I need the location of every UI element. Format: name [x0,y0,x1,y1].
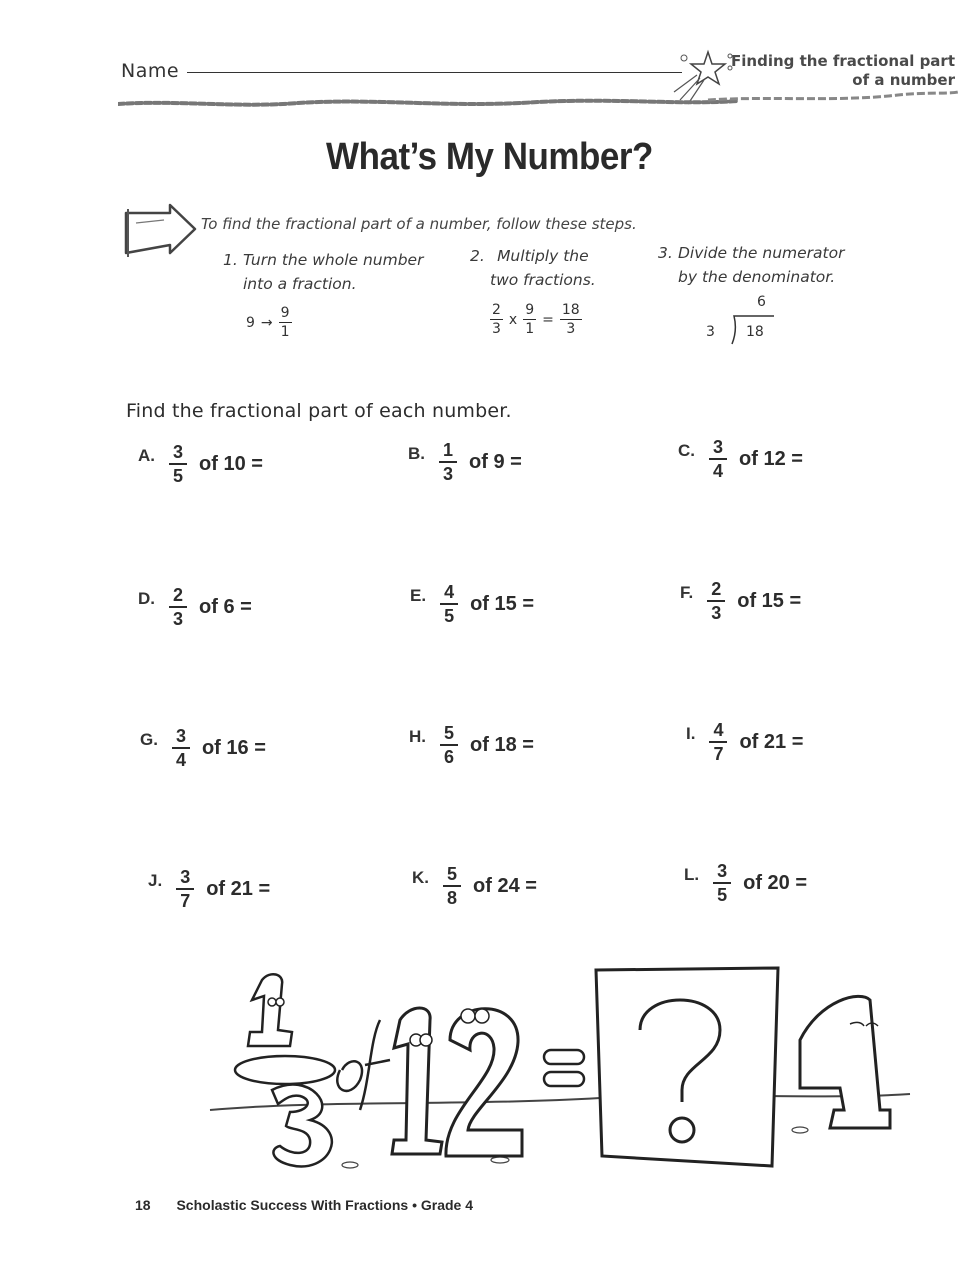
denominator: 6 [444,747,455,767]
divisor: 3 [706,324,715,340]
numerator: 3 [176,868,194,890]
step-line: by the denominator. [678,268,836,286]
denominator: 1 [525,321,535,337]
step-2 [470,244,596,292]
denominator: 3 [443,464,454,484]
denominator: 3 [566,321,576,337]
step-line: Multiply the [497,247,589,265]
problem-letter: L. [684,865,700,884]
denominator: 7 [713,744,724,764]
example-3 [704,294,784,350]
problem-fraction [169,443,187,485]
instruction-text: Find the fractional part of each number. [126,400,512,422]
problem-text: of 21 = [739,730,804,753]
problem-letter: B. [408,444,425,463]
numerator: 4 [440,583,458,605]
dividend: 18 [746,324,764,340]
problem-fraction [440,583,458,625]
step-number: 3. [658,244,673,262]
numerator: 3 [169,443,187,465]
example-fraction [560,303,582,336]
problem-letter: E. [410,586,427,605]
numerator: 18 [561,302,580,318]
problem-fraction [709,438,727,480]
denominator: 1 [280,324,290,340]
step-number: 2. [470,247,485,265]
example-2 [490,303,582,336]
problem-text: of 12 = [739,447,803,470]
problem-text: of 10 = [199,452,263,475]
number-characters-illustration [200,960,920,1180]
step-1 [223,248,424,296]
denominator: 8 [447,888,458,908]
example-whole: 9 [246,314,255,331]
right-arrow-icon: → [260,314,273,331]
problem-d [138,586,252,628]
problem-text: of 21 = [206,877,271,900]
topic-line-1: Finding the fractional part [731,52,955,70]
step-line: into a fraction. [243,275,357,293]
problem-l [684,862,807,904]
problem-h [409,724,534,766]
problem-text: of 15 = [470,592,534,615]
numerator: 5 [443,865,461,887]
page-title: What’s My Number? [326,136,653,178]
denominator: 3 [173,609,184,629]
step-3 [658,241,845,289]
footer-text: Scholastic Success With Fractions • Grade 4 [176,1197,474,1213]
denominator: 3 [711,603,722,623]
step-line: two fractions. [490,271,596,289]
problem-letter: D. [138,589,155,608]
numerator: 3 [709,438,727,460]
problem-fraction [443,865,461,907]
numerator: 3 [713,862,731,884]
step-line: Divide the numerator [678,244,845,262]
problem-b [408,441,522,483]
times-sign: x [508,311,518,328]
name-line[interactable] [187,72,682,73]
topic-line-2: of a number [852,71,955,89]
page-number: 18 [135,1197,151,1213]
problem-letter: G. [140,730,158,749]
denominator: 5 [444,606,455,626]
example-fraction [279,306,292,339]
problem-text: of 24 = [473,874,537,897]
denominator: 4 [713,461,724,481]
denominator: 3 [492,321,501,337]
character-one-small [248,974,292,1046]
equals-sign: = [542,311,554,328]
step-line: Turn the whole number [243,251,424,269]
character-two [446,1009,522,1156]
problem-fraction [439,441,457,483]
step-number: 1. [223,251,238,269]
problem-text: of 9 = [469,450,522,473]
numerator: 9 [280,305,290,321]
problem-fraction [176,868,194,910]
numerator: 2 [707,580,725,602]
problem-g [140,727,266,769]
problem-a [138,443,263,485]
problem-text: of 15 = [737,589,802,612]
problem-fraction [172,727,190,769]
name-label: Name [121,60,180,82]
problem-text: of 6 = [199,595,252,618]
problem-j [148,868,270,910]
problem-k [412,865,537,907]
arrow-icon [120,203,198,261]
header-rule [118,86,958,116]
denominator: 5 [717,885,728,905]
problem-letter: I. [686,724,696,743]
problem-text: of 20 = [743,871,808,894]
character-one-large [392,1008,442,1154]
intro-text: To find the fractional part of a number, follow these steps. [201,215,637,233]
problem-text: of 18 = [470,733,534,756]
problem-letter: H. [409,727,426,746]
denominator: 5 [173,466,184,486]
problem-letter: A. [138,446,155,465]
topic-label [731,52,955,90]
example-fraction [490,303,503,336]
character-three [235,1056,335,1166]
problem-i [686,721,803,763]
example-1 [246,306,292,339]
quotient: 6 [757,294,766,310]
problem-c [678,438,803,480]
footer [135,1197,473,1213]
numerator: 2 [169,586,187,608]
problem-fraction [440,724,458,766]
problem-letter: J. [148,871,163,890]
numerator: 4 [709,721,727,743]
numerator: 2 [492,302,501,318]
numerator: 3 [172,727,190,749]
problem-letter: K. [412,868,429,887]
numerator: 9 [525,302,535,318]
character-four [800,996,890,1128]
problem-f [680,580,801,622]
problem-letter: C. [678,441,695,460]
problem-fraction [707,580,725,622]
denominator: 4 [175,750,186,770]
problem-letter: F. [680,583,694,602]
denominator: 7 [180,891,191,911]
problem-fraction [709,721,727,763]
numerator: 5 [440,724,458,746]
question-mark-card [596,968,778,1166]
problem-fraction [169,586,187,628]
equals-glyph [544,1050,584,1086]
example-fraction [523,303,536,336]
problem-text: of 16 = [201,736,266,759]
problem-fraction [713,862,731,904]
numerator: 1 [439,441,457,463]
problem-e [410,583,534,625]
of-glyph [337,1020,390,1110]
